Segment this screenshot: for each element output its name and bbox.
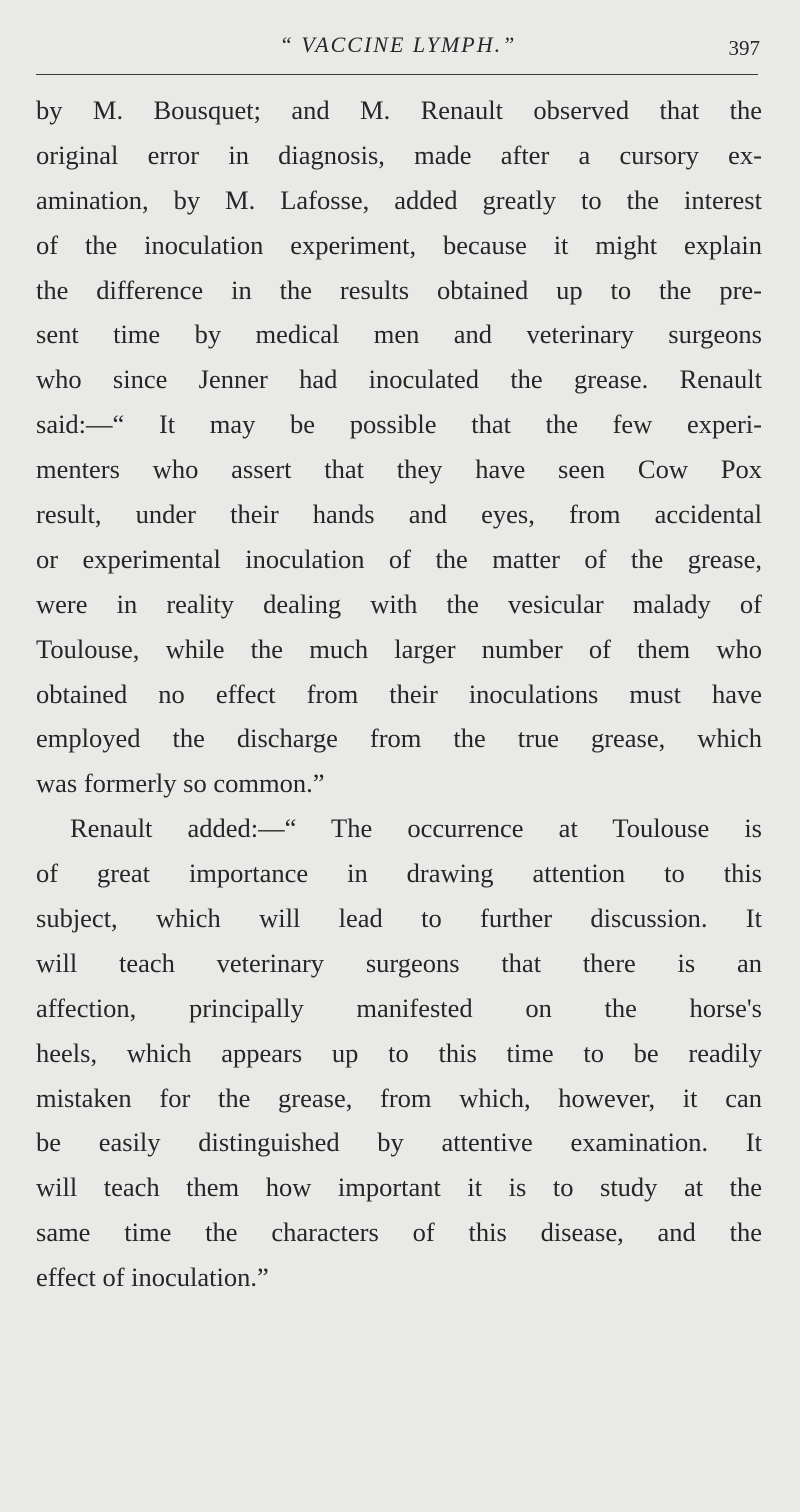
text-line: employed the discharge from the true grease, which xyxy=(36,723,762,754)
text-line: mistaken for the grease, from which, however, it can xyxy=(36,1082,762,1113)
text-line: Renault added:—“ The occurrence at Toulouse is xyxy=(70,813,762,844)
page-header xyxy=(36,28,760,68)
text-line: of the inoculation experiment, because it might explain xyxy=(36,229,762,260)
text-line: original error in diagnosis, made after a cursory ex- xyxy=(36,139,762,170)
text-line: the difference in the results obtained up to the pre- xyxy=(36,274,762,305)
text-line: subject, which will lead to further discussion. It xyxy=(36,903,762,934)
text-line: was formerly so common.” xyxy=(36,768,325,799)
text-line: result, under their hands and eyes, from accidental xyxy=(36,499,762,530)
text-line: affection, principally manifested on the horse's xyxy=(36,992,762,1023)
text-line: menters who assert that they have seen Cow Pox xyxy=(36,454,762,485)
header-rule xyxy=(36,74,758,75)
text-line: Toulouse, while the much larger number of them who xyxy=(36,633,762,664)
text-line: effect of inoculation.” xyxy=(36,1262,269,1293)
text-line: be easily distinguished by attentive examination. It xyxy=(36,1127,762,1158)
text-line: of great importance in drawing attention to this xyxy=(36,858,762,889)
text-line: or experimental inoculation of the matter of the grease, xyxy=(36,543,762,574)
body-text xyxy=(36,88,762,1300)
page-number: 397 xyxy=(728,36,760,60)
text-line: same time the characters of this disease, and the xyxy=(36,1217,762,1248)
text-line: obtained no effect from their inoculations must have xyxy=(36,678,762,709)
text-line: were in reality dealing with the vesicular malady of xyxy=(36,588,762,619)
text-line: heels, which appears up to this time to be readily xyxy=(36,1037,762,1068)
text-line: amination, by M. Lafosse, added greatly to the interest xyxy=(36,184,762,215)
text-line: will teach them how important it is to study at the xyxy=(36,1172,762,1203)
text-line: will teach veterinary surgeons that there is an xyxy=(36,947,762,978)
text-line: by M. Bousquet; and M. Renault observed that the xyxy=(36,95,762,125)
running-title: “ VACCINE LYMPH.” xyxy=(279,32,517,57)
text-line: sent time by medical men and veterinary surgeons xyxy=(36,319,762,350)
text-line: said:—“ It may be possible that the few experi- xyxy=(36,409,762,440)
text-line: who since Jenner had inoculated the grease. Renault xyxy=(36,364,762,395)
